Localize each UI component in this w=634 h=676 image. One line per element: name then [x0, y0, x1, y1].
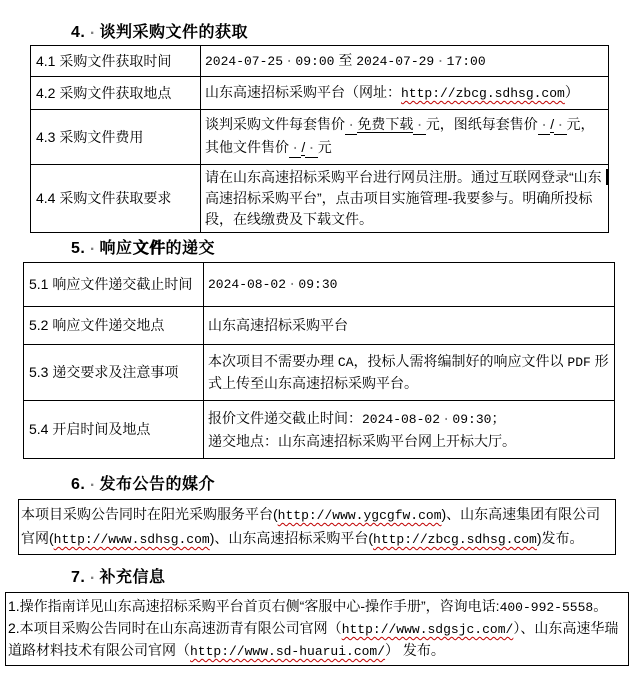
text-segment: ） 发布。: [385, 642, 445, 658]
space-mark: ·: [87, 24, 98, 42]
table-row: [24, 345, 615, 401]
response-file-submission-table: [23, 262, 615, 459]
text-segment: 谈判采购文件的获取: [99, 24, 248, 41]
row-value: [201, 165, 609, 233]
space-mark: ·: [87, 569, 98, 587]
space-mark: ·: [291, 141, 300, 157]
row-label: 5.2 响应文件递交地点: [24, 307, 204, 345]
text-segment: 09:30: [298, 277, 338, 292]
text-segment: 响应: [99, 240, 133, 257]
procurement-file-acquisition-table: [30, 45, 609, 233]
text-segment: 本次项目不需要办理: [208, 353, 338, 369]
space-mark: ·: [87, 476, 98, 494]
url-text: http://www.sdhsg.com: [53, 532, 210, 547]
text-segment: 元: [317, 139, 332, 155]
text-segment: 文件: [132, 240, 166, 257]
url-text: http://www.ygcgfw.com: [277, 508, 442, 523]
space-mark: ·: [347, 118, 356, 134]
row-label: 5.4 开启时间及地点: [24, 401, 204, 459]
space-mark: ·: [539, 118, 549, 134]
row-value: [201, 110, 609, 165]
table-row: [31, 165, 609, 233]
table-row: [31, 110, 609, 165]
text-segment: 2024-08-02: [208, 277, 287, 292]
text-segment: 09:00: [295, 53, 335, 69]
row-value: [204, 307, 615, 345]
text-segment: CA: [337, 355, 354, 370]
url-text: http://www.sd-huarui.com/: [190, 644, 386, 659]
text-segment: 元，其他文件售价: [205, 116, 595, 155]
text-segment: 1.操作指南详见山东高速招标采购平台首页右侧“客服中心-操作手册”，咨询电话:: [8, 598, 500, 614]
space-mark: ·: [442, 411, 451, 428]
text-segment: 递交地点：山东高速招标采购平台网上开标大厅。: [208, 432, 516, 449]
text-segment: )、山东高速集团有限公司官网(: [21, 506, 601, 546]
text-segment: 谈判采购文件每套售价: [205, 116, 345, 132]
text-segment: /: [301, 139, 306, 155]
space-mark: ·: [87, 240, 98, 258]
text-segment: ）: [564, 84, 579, 100]
text-segment: ；: [491, 409, 506, 426]
text-segment: 17:00: [446, 53, 486, 69]
space-mark: ·: [415, 118, 424, 134]
table-row: [24, 263, 615, 307]
row-label: 5.1 响应文件递交截止时间: [24, 263, 204, 307]
space-mark: ·: [285, 53, 294, 70]
text-segment: 6.: [71, 476, 86, 493]
text-segment: 元，图纸每套售价: [425, 116, 538, 132]
url-text: http://zbcg.sdhsg.com: [373, 532, 537, 547]
text-segment: 的递交: [165, 240, 215, 257]
supplementary-info-box: [5, 592, 629, 666]
text-segment: 2024-08-02: [362, 411, 441, 427]
row-label: 4.1 采购文件获取时间: [31, 46, 201, 77]
row-value: [204, 263, 615, 307]
section-heading-5: [71, 235, 215, 258]
url-text: http://www.sdgsjc.com/: [341, 622, 514, 637]
url-text: http://zbcg.sdhsg.com: [401, 86, 565, 101]
row-value: [201, 46, 609, 77]
row-value: [201, 77, 609, 110]
text-segment: 本项目采购公告同时在阳光采购服务平台(: [21, 506, 278, 522]
table-row: [24, 307, 615, 345]
text-segment: 山东高速招标采购平台: [208, 317, 348, 333]
text-segment: ，投标人需将编制好的响应文件以: [353, 353, 568, 369]
text-segment: 2024-07-29: [356, 53, 435, 69]
text-segment: 山东高速招标采购平台（网址：: [205, 84, 401, 100]
section-heading-7: [71, 564, 165, 587]
text-segment: 形式上传至山东高速招标采购平台。: [208, 353, 609, 391]
text-segment: 报价文件递交截止时间：: [208, 409, 362, 426]
row-label: 4.2 采购文件获取地点: [31, 77, 201, 110]
text-segment: ）、山东高速华瑞道路材料技术有限公司官网（: [8, 620, 619, 658]
space-mark: ·: [556, 118, 565, 134]
table-row: [31, 77, 609, 110]
text-segment: )发布。: [536, 530, 584, 546]
text-segment: 补充信息: [99, 569, 166, 586]
row-label: 4.4 采购文件获取要求: [31, 165, 201, 233]
row-label: 5.3 递交要求及注意事项: [24, 345, 204, 401]
text-segment: )、山东高速招标采购平台(: [209, 530, 374, 546]
text-segment: 2024-07-25: [205, 53, 284, 69]
table-row: [31, 46, 609, 77]
text-segment: 发布公告的媒介: [99, 476, 215, 493]
text-segment: 至: [334, 51, 357, 68]
text-segment: 400-992-5558: [499, 600, 594, 615]
text-segment: 。: [593, 598, 608, 614]
row-value: [204, 345, 615, 401]
table-row: [24, 401, 615, 459]
space-mark: ·: [436, 53, 445, 70]
text-segment: 免费下载: [357, 116, 414, 132]
announcement-media-box: [18, 499, 616, 555]
row-value: [204, 401, 615, 459]
text-segment: /: [550, 116, 555, 132]
text-segment: 5.: [71, 240, 86, 257]
text-segment: 请在山东高速招标采购平台进行网员注册。通过互联网登录“山东高速招标采购平台”，点击项目实施管理-我要参与。明确所投标段，在线缴费及下载文件。: [205, 169, 602, 227]
text-segment: 4.: [71, 24, 86, 41]
text-segment: 2.本项目采购公告同时在山东高速沥青有限公司官网（: [8, 620, 342, 636]
space-mark: ·: [288, 277, 297, 293]
section-heading-6: [71, 471, 215, 494]
text-segment: PDF: [567, 355, 591, 370]
section-heading-4: [71, 19, 248, 42]
row-label: 4.3 采购文件费用: [31, 110, 201, 165]
text-segment: 09:30: [452, 411, 492, 427]
text-cursor-caret: [606, 169, 609, 185]
space-mark: ·: [307, 141, 316, 157]
text-segment: 7.: [71, 569, 86, 586]
